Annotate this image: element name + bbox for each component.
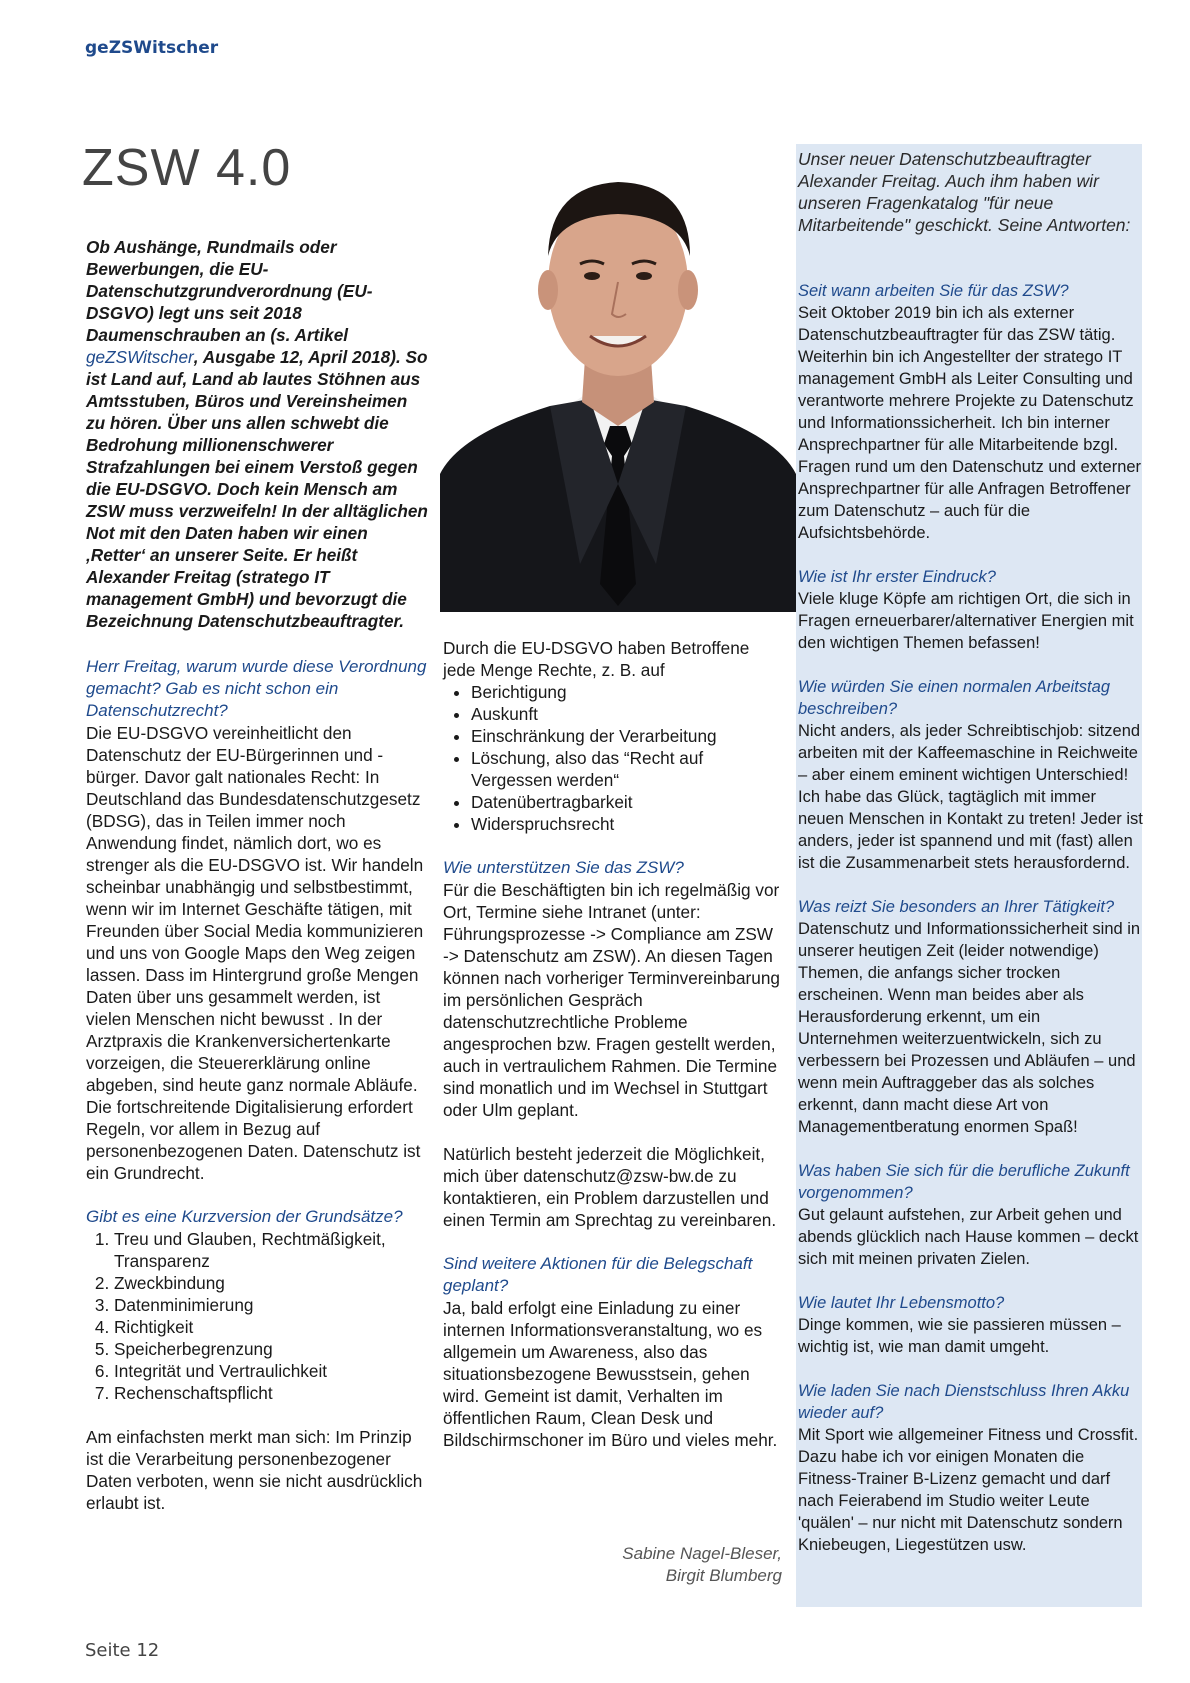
sidebar-answer: Seit Oktober 2019 bin ich als externer Datenschutzbeauftragter für das ZSW tätig. Weiterhin bin ich Angestellter der stratego IT management GmbH als Leiter Consulting und verantworte mehrere Projekte zu Datenschutz und Informationssicherheit. Ich bin interner Ansprechpartner für alle Mitarbeitende bzgl. Fragen rund um den Datenschutz und externer Ansprechpartner für alle Anfragen Betroffener zum Datenschutz – auch für die Aufsichtsbehörde. <box>798 304 1142 542</box>
sidebar-intro: Unser neuer Datenschutzbeauftragter Alexander Freitag. Auch ihm haben wir unseren Fragenkatalog "für neue Mitarbeitende" geschickt. Seine Antworten: <box>798 149 1131 235</box>
list-item: 2. Zweckbindung <box>114 1272 428 1294</box>
author-signature <box>560 1543 782 1587</box>
list-item: • Löschung, also das “Recht auf Vergessen werden“ <box>471 747 783 791</box>
column-left <box>86 236 428 1514</box>
answer-paragraph: Am einfachsten merkt man sich: Im Prinzip ist die Verarbeitung personenbezogener Daten verboten, wenn sie nicht ausdrücklich erlaubt ist. <box>86 1427 423 1513</box>
sidebar-answer: Viele kluge Köpfe am richtigen Ort, die sich in Fragen erneuerbarer/alternativer Energien mit den wichtigen Themen befassen! <box>798 590 1134 652</box>
list-item: 6. Integrität und Vertraulichkeit <box>114 1360 428 1382</box>
answer-paragraph: Die EU-DSGVO vereinheitlicht den Datenschutz der EU-Bürgerinnen und -bürger. Davor galt nationales Recht: In Deutschland das Bundesdatenschutzgesetz (BDSG), das in Teilen immer noch Anwendung findet, nämlich dort, wo es strenger als die EU-DSGVO ist. Wir handeln scheinbar unabhängig und selbstbestimmt, wenn wir im Internet Geschäfte tätigen, mit Freunden über Social Media kommunizieren und uns von Google Maps den Weg zeigen lassen. Dass im Hintergrund große Mengen Daten über uns gesammelt werden, ist vielen Menschen nicht bewusst . In der Arztpraxis die Krankenversichertenkarte vorzeigen, die Steuererklärung online abgeben, sind heute ganz normale Abläufe. Die fortschreitende Digitalisierung erfordert Regeln, vor allem in Bezug auf personenbezogenen Daten. Datenschutz ist ein Grundrecht. <box>86 723 424 1183</box>
sidebar-question: Wie ist Ihr erster Eindruck? <box>798 568 996 586</box>
sidebar-question: Wie lautet Ihr Lebensmotto? <box>798 1294 1005 1312</box>
portrait-photo <box>440 144 796 612</box>
list-item: 4. Richtigkeit <box>114 1316 428 1338</box>
intro-paragraph <box>86 236 428 632</box>
page-title: ZSW 4.0 <box>82 139 292 197</box>
sidebar-answer: Gut gelaunt aufstehen, zur Arbeit gehen und abends glücklich nach Hause kommen – deckt sich mit meinen privaten Zielen. <box>798 1206 1139 1268</box>
intro-text-start: Ob Aushänge, Rundmails oder Bewerbungen, die EU-Datenschutzgrundverordnung (EU-DSGVO) legt uns seit 2018 Daumenschrauben an (s. Artikel <box>86 237 373 345</box>
publication-tag: geZSWitscher <box>85 38 219 58</box>
intro-text-end: , Ausgabe 12, April 2018). So ist Land auf, Land ab lautes Stöhnen aus Amtsstuben, Büros und Vereinsheimen zu hören. Über uns allen schwebt die Bedrohung millionenschwerer Strafzahlungen bei einem Verstoß gegen die EU-DSGVO. Doch kein Mensch am ZSW muss verzweifeln! In der alltäglichen Not mit den Daten haben wir einen ‚Retter‘ an unserer Seite. Er heißt Alexander Freitag (stratego IT management GmbH) und bevorzugt die Bezeichnung Datenschutzbeauftragter. <box>86 347 428 631</box>
sidebar-question: Seit wann arbeiten Sie für das ZSW? <box>798 282 1069 300</box>
list-item: 7. Rechenschaftspflicht <box>114 1382 428 1404</box>
rights-intro: Durch die EU-DSGVO haben Betroffene jede Menge Rechte, z. B. auf <box>443 638 750 680</box>
page-number: Seite 12 <box>85 1640 160 1661</box>
list-item: 1. Treu und Glauben, Rechtmäßigkeit, Transparenz <box>114 1228 428 1272</box>
sidebar-question: Was reizt Sie besonders an Ihrer Tätigkeit? <box>798 898 1115 916</box>
list-item: 5. Speicherbegrenzung <box>114 1338 428 1360</box>
question-heading: Herr Freitag, warum wurde diese Verordnung gemacht? Gab es nicht schon ein Datenschutzrecht? <box>86 657 427 720</box>
list-item: • Auskunft <box>471 703 783 725</box>
question-heading: Sind weitere Aktionen für die Belegschaft geplant? <box>443 1254 753 1295</box>
sidebar-question: Wie laden Sie nach Dienstschluss Ihren Akku wieder auf? <box>798 1382 1130 1422</box>
rights-list <box>443 681 783 835</box>
list-item: • Einschränkung der Verarbeitung <box>471 725 783 747</box>
list-item: • Berichtigung <box>471 681 783 703</box>
answer-paragraph: Ja, bald erfolgt eine Einladung zu einer internen Informationsveranstaltung, wo es allgemein um Awareness, also das situationsbezogene Bewusstsein, gehen wird. Gemeint ist damit, Verhalten im öffentlichen Raum, Clean Desk und Bildschirmschoner im Büro und vieles mehr. <box>443 1298 778 1450</box>
list-item: • Datenübertragbarkeit <box>471 791 783 813</box>
interview-sidebar <box>798 148 1144 1578</box>
question-heading: Wie unterstützen Sie das ZSW? <box>443 858 684 877</box>
author-line: Sabine Nagel-Bleser, <box>622 1544 782 1563</box>
intro-link-geZSWitscher[interactable]: geZSWitscher <box>86 347 194 367</box>
sidebar-answer: Nicht anders, als jeder Schreibtischjob: sitzend arbeiten mit der Kaffeemaschine in Reichweite – aber einem eminent wichtigen Unterschied! Ich habe das Glück, tagtäglich mit immer neuen Menschen in Kontakt zu treten! Jeder ist anders, jeder ist spannend und mit (fast) allen ist die Zusammenarbeit stets herausfordernd. <box>798 722 1143 872</box>
list-item: • Widerspruchsrecht <box>471 813 783 835</box>
sidebar-answer: Datenschutz und Informationssicherheit sind in unserer heutigen Zeit (leider notwendige) Themen, die anfangs sicher trocken erscheinen. Wenn man beides aber als Herausforderung erkennt, um ein Unternehmen weiterzuentwickeln, sich zu verbessern bei Prozessen und Abläufen – und wenn mein Auftraggeber das als solches erkennt, dann macht diese Art von Managementberatung enormen Spaß! <box>798 920 1141 1136</box>
author-line: Birgit Blumberg <box>665 1566 782 1585</box>
answer-paragraph: Für die Beschäftigten bin ich regelmäßig vor Ort, Termine siehe Intranet (unter: Führungsprozesse -> Compliance am ZSW -> Datenschutz am ZSW). An diesen Tagen können nach vorheriger Terminvereinbarung im persönlichen Gespräch datenschutzrechtliche Probleme angesprochen bzw. Fragen gestellt werden, auch in vertraulichem Rahmen. Die Termine sind monatlich und im Wechsel in Stuttgart oder Ulm geplant. <box>443 880 780 1120</box>
answer-paragraph: Natürlich besteht jederzeit die Möglichkeit, mich über datenschutz@zsw-bw.de zu kontaktieren, ein Problem darzustellen und einen Termin am Sprechtag zu vereinbaren. <box>443 1144 777 1230</box>
principles-list <box>86 1228 428 1404</box>
question-heading: Gibt es eine Kurzversion der Grundsätze? <box>86 1207 403 1226</box>
sidebar-answer: Dinge kommen, wie sie passieren müssen – wichtig ist, wie man damit umgeht. <box>798 1316 1121 1356</box>
sidebar-question: Was haben Sie sich für die berufliche Zukunft vorgenommen? <box>798 1162 1130 1202</box>
column-middle <box>443 637 783 1451</box>
sidebar-answer: Mit Sport wie allgemeiner Fitness und Crossfit. Dazu habe ich vor einigen Monaten die Fitness-Trainer B-Lizenz gemacht und darf nach Feierabend im Studio weiter Leute 'quälen' – nur nicht mit Datenschutz sondern Kniebeugen, Liegestützen usw. <box>798 1426 1139 1554</box>
portrait-illustration <box>440 144 796 612</box>
list-item: 3. Datenminimierung <box>114 1294 428 1316</box>
sidebar-question: Wie würden Sie einen normalen Arbeitstag beschreiben? <box>798 678 1110 718</box>
